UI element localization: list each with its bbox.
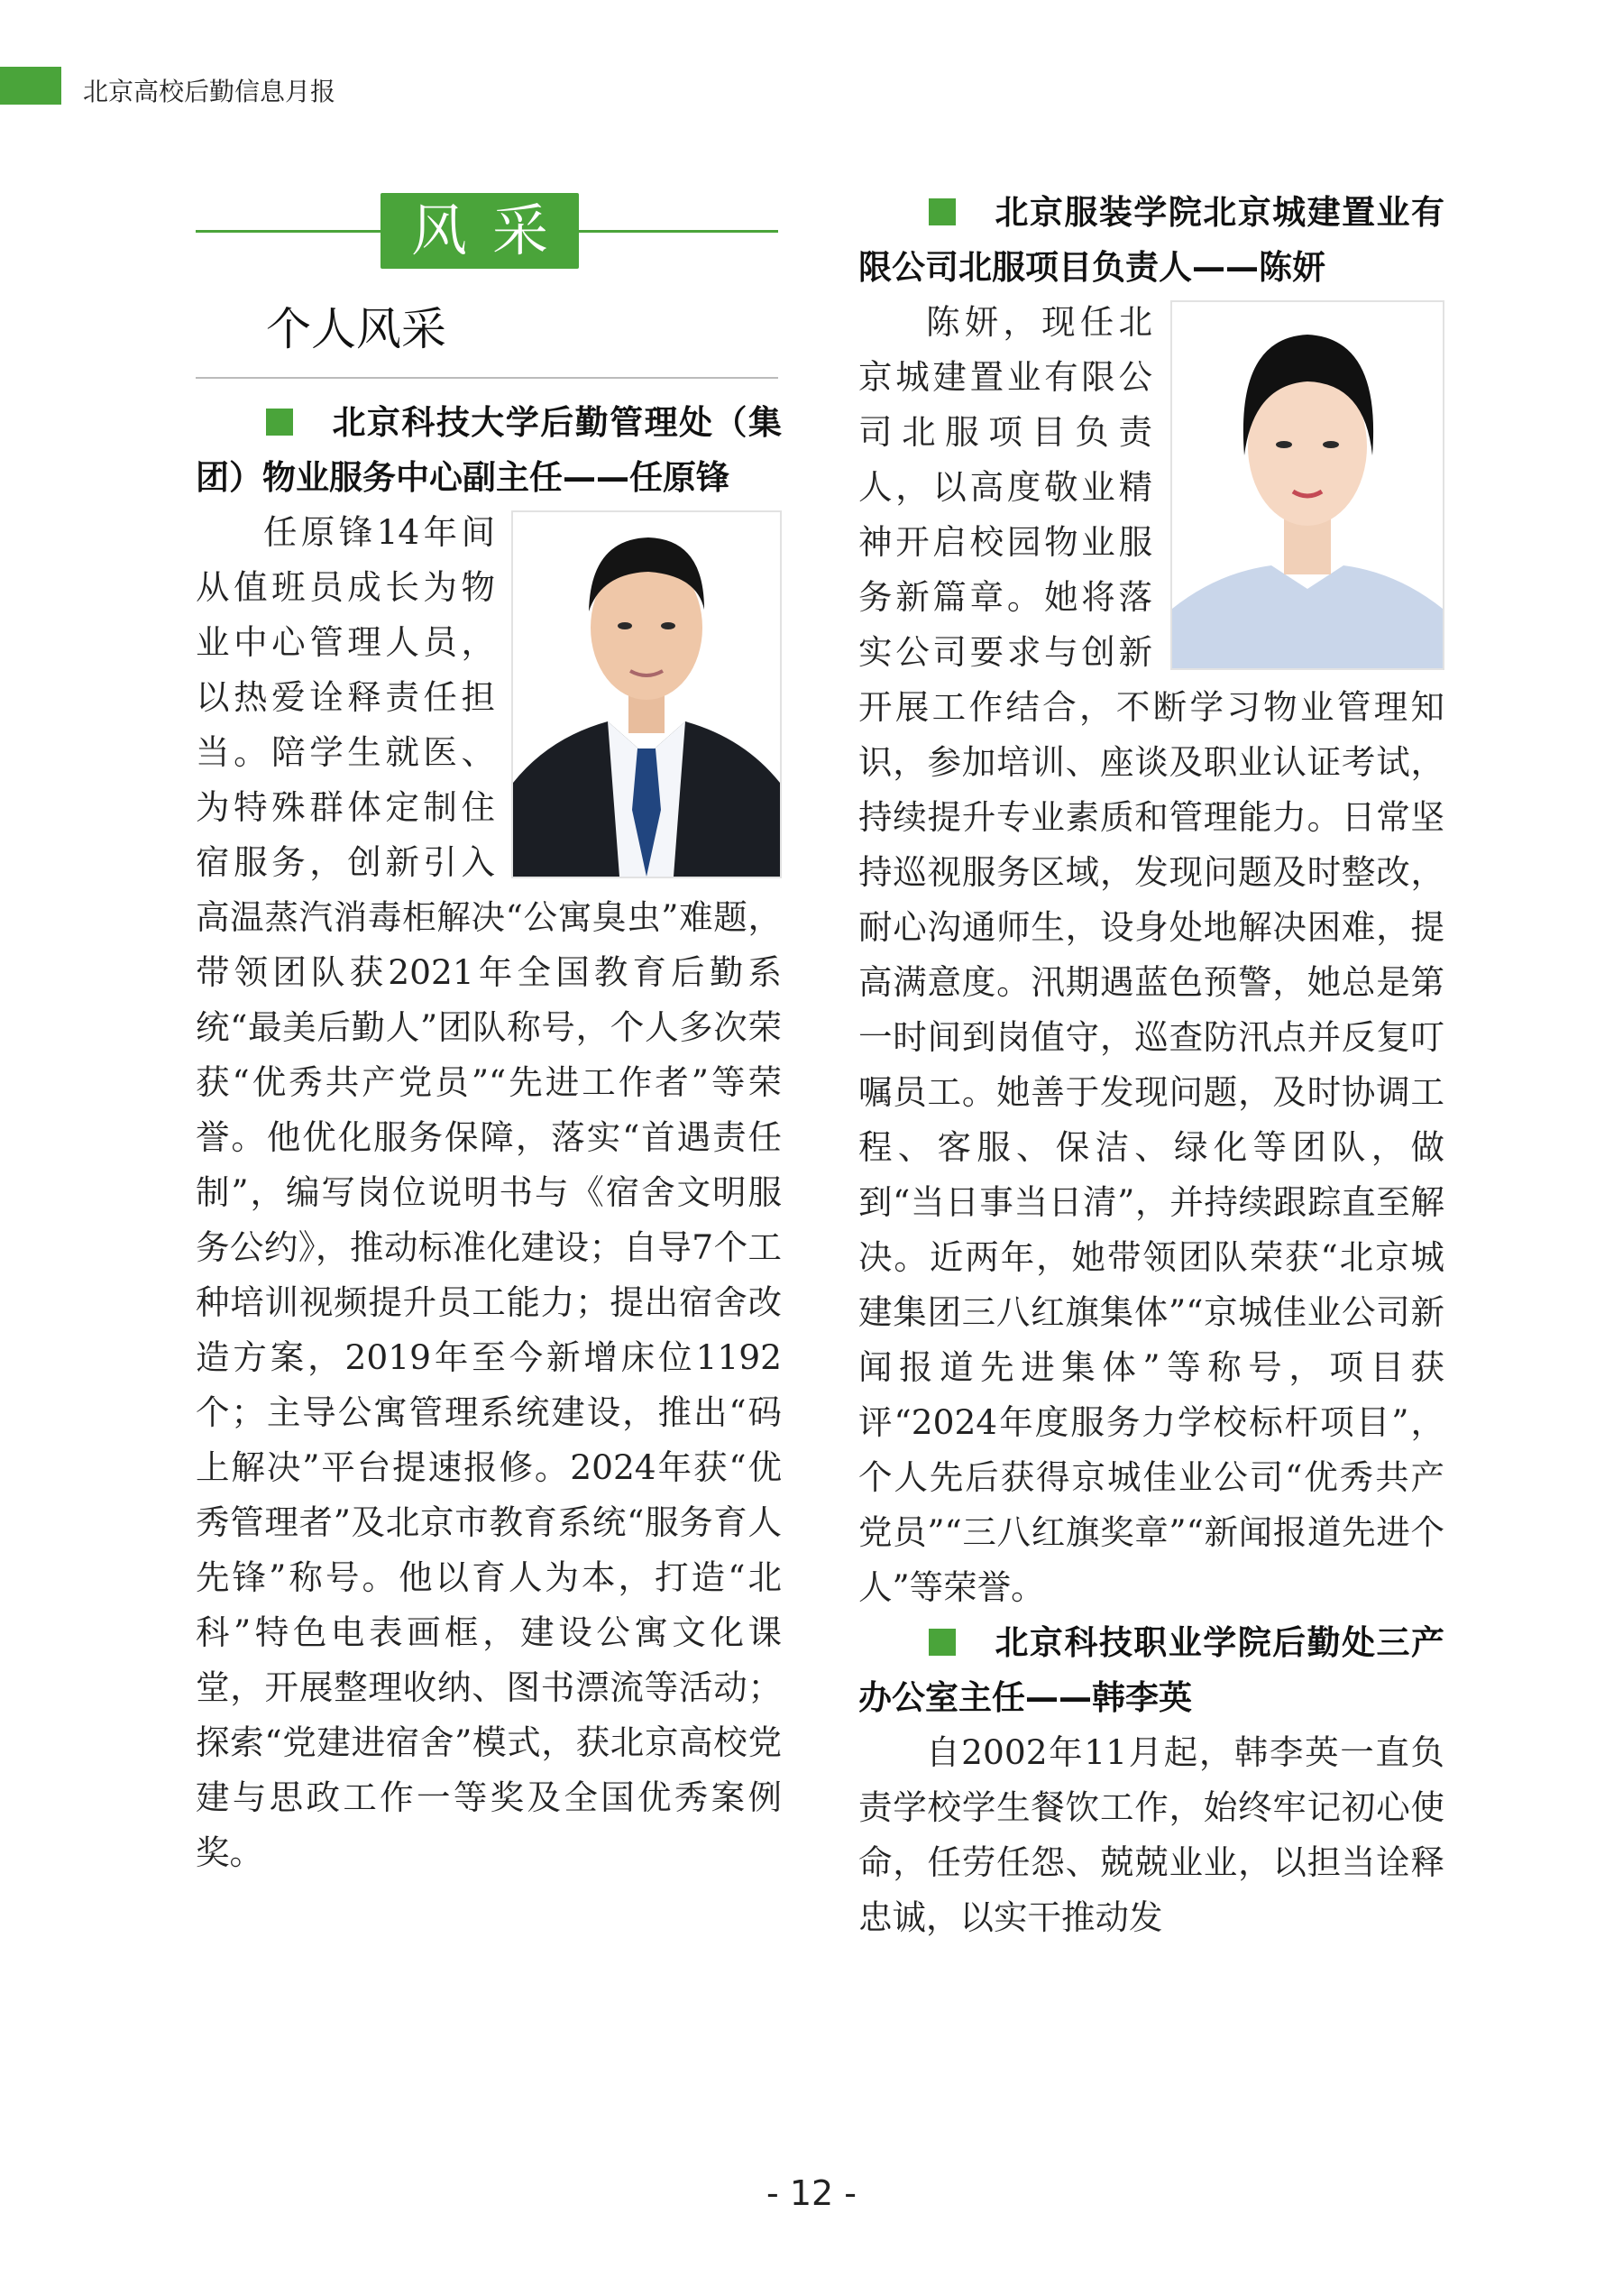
left-column (196, 189, 782, 1880)
subsection-title: 个人风采 (266, 303, 446, 355)
right-column (858, 185, 1444, 1945)
person-photo-ren (511, 510, 782, 878)
publication-title: 北京高校后勤信息月报 (83, 77, 336, 106)
green-square-icon (929, 198, 956, 225)
section-banner (196, 189, 782, 271)
green-square-icon (929, 1629, 956, 1656)
person-body-chen: 陈妍，现任北京城建置业有限公司北服项目负责人，以高度敬业精神开启校园物业服务新篇章。她将落实公司要求与创新开展工作结合，不断学习物业管理知识，参加培训、座谈及职业认证考试，持续提升专业素质和管理能力。日常坚持巡视服务区域，发现问题及时整改，耐心沟通师生，设身处地解决困难，提高满意度。汛期遇蓝色预警，她总是第一时间到岗值守，巡查防汛点并反复叮嘱员工。她善于发现问题，及时协调工程、客服、保洁、绿化等团队，做到“当日事当日清”，并持续跟踪直至解决。近两年，她带领团队荣获“北京城建集团三八红旗集体”“京城佳业公司新闻报道先进集体”等称号，项目获评“2024年度服务力学校标杆项目”，个人先后获得京城佳业公司“优秀共产党员”“三八红旗奖章”“新闻报道先进个人”等荣誉。 (858, 302, 1444, 1607)
person-heading-chen (858, 185, 1444, 295)
subsection-rule (196, 377, 778, 379)
green-square-icon (266, 409, 293, 436)
person-heading-text: 北京科技大学后勤管理处（集团）物业服务中心副主任——任原锋 (196, 403, 782, 497)
section-label: 风采 (381, 193, 579, 269)
person-body-han: 自2002年11月起，韩李英一直负责学校学生餐饮工作，始终牢记初心使命，任劳任怨、兢兢业业，以担当诠释忠诚，以实干推动发 (858, 1732, 1444, 1937)
person-photo-chen (1170, 300, 1444, 670)
person-heading-text: 北京服装学院北京城建置业有限公司北服项目负责人——陈妍 (858, 193, 1444, 287)
page-number: - 12 - (766, 2173, 857, 2213)
woman-portrait-icon (1172, 302, 1443, 668)
person-heading-han (858, 1615, 1444, 1725)
header-accent-bar (0, 67, 61, 105)
person-heading-text: 北京科技职业学院后勤处三产办公室主任——韩李英 (858, 1623, 1444, 1717)
man-portrait-icon (513, 512, 780, 877)
person-body-ren: 任原锋14年间从值班员成长为物业中心管理人员，以热爱诠释责任担当。陪学生就医、为特殊群体定制住宿服务，创新引入高温蒸汽消毒柜解决“公寓臭虫”难题，带领团队获2021年全国教育后勤系统“最美后勤人”团队称号，个人多次荣获“优秀共产党员”“先进工作者”等荣誉。他优化服务保障，落实“首遇责任制”，编写岗位说明书与《宿舍文明服务公约》，推动标准化建设；自导7个工种培训视频提升员工能力；提出宿舍改造方案，2019年至今新增床位1192个；主导公寓管理系统建设，推出“码上解决”平台提速报修。2024年获“优秀管理者”及北京市教育系统“服务育人先锋”称号。他以育人为本，打造“北科”特色电表画框，建设公寓文化课堂，开展整理收纳、图书漂流等活动；探索“党建进宿舍”模式，获北京高校党建与思政工作一等奖及全国优秀案例奖。 (196, 512, 782, 1872)
person-heading-ren (196, 395, 782, 505)
